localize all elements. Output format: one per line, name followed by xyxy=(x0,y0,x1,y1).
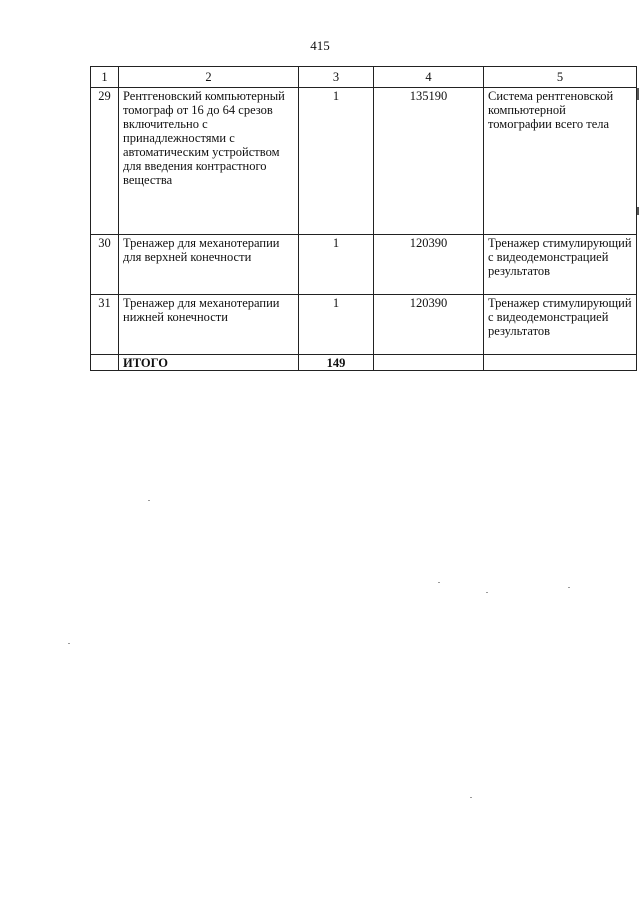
scan-edge-mark xyxy=(637,88,639,100)
column-header: 1 xyxy=(91,67,119,88)
scan-speck xyxy=(68,643,70,644)
item-description: Тренажер стимулирующий с видеодемонстрацией результатов xyxy=(484,295,637,355)
item-description: Система рентгеновской компьютерной томографии всего тела xyxy=(484,88,637,235)
table-row xyxy=(91,295,637,355)
item-quantity: 1 xyxy=(299,88,374,235)
column-header: 3 xyxy=(299,67,374,88)
table-header-row xyxy=(91,67,637,88)
scan-speck xyxy=(438,582,440,583)
items-table xyxy=(90,66,637,371)
item-price: 120390 xyxy=(374,295,484,355)
total-row xyxy=(91,355,637,371)
item-price: 120390 xyxy=(374,235,484,295)
column-header: 5 xyxy=(484,67,637,88)
scan-edge-mark xyxy=(637,207,639,215)
row-number: 31 xyxy=(91,295,119,355)
table-row xyxy=(91,88,637,235)
total-empty-cell xyxy=(484,355,637,371)
item-name: Тренажер для механотерапии для верхней конечности xyxy=(119,235,299,295)
scan-speck xyxy=(470,797,472,798)
column-header: 4 xyxy=(374,67,484,88)
item-quantity: 1 xyxy=(299,295,374,355)
scan-speck xyxy=(568,587,570,588)
total-quantity: 149 xyxy=(299,355,374,371)
item-name: Рентгеновский компьютерный томограф от 16 до 64 срезов включительно с принадлежностями с автоматическим устройством для введения контрастного вещества xyxy=(119,88,299,235)
scan-speck xyxy=(486,592,488,593)
table-row xyxy=(91,235,637,295)
total-empty-cell xyxy=(91,355,119,371)
row-number: 29 xyxy=(91,88,119,235)
item-description: Тренажер стимулирующий с видеодемонстрацией результатов xyxy=(484,235,637,295)
item-name: Тренажер для механотерапии нижней конечности xyxy=(119,295,299,355)
scan-speck xyxy=(148,500,150,501)
row-number: 30 xyxy=(91,235,119,295)
total-label: ИТОГО xyxy=(119,355,299,371)
item-quantity: 1 xyxy=(299,235,374,295)
item-price: 135190 xyxy=(374,88,484,235)
column-header: 2 xyxy=(119,67,299,88)
page-number: 415 xyxy=(310,38,330,53)
total-empty-cell xyxy=(374,355,484,371)
